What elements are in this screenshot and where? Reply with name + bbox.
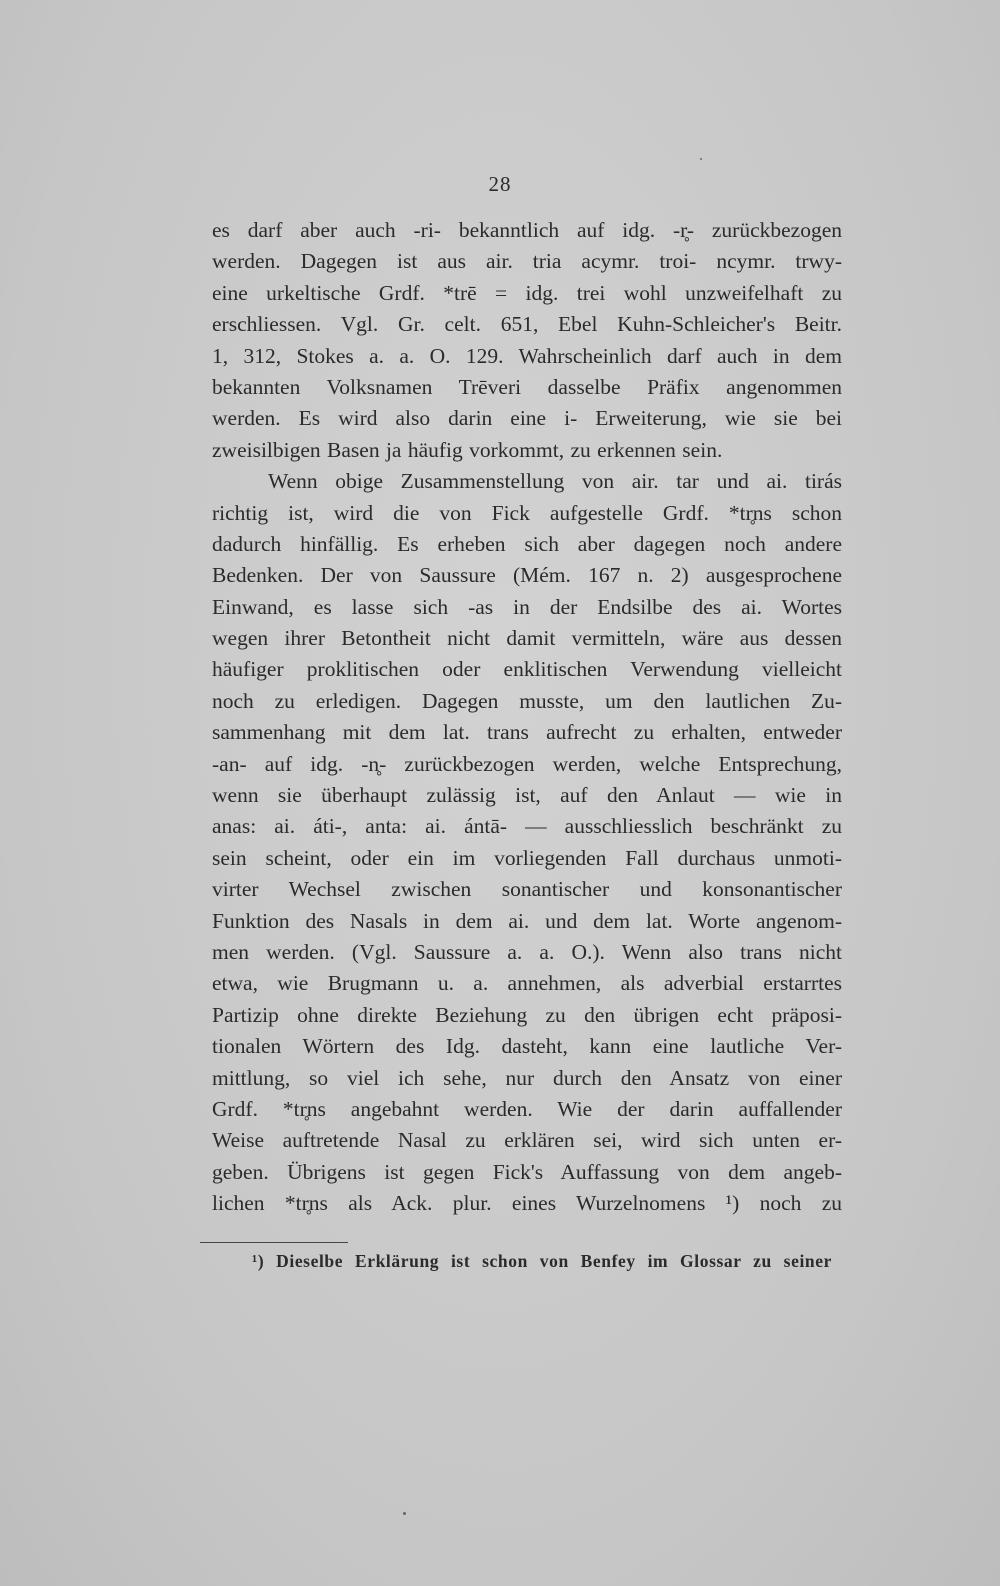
text-line: sammenhang mit dem lat. trans aufrecht zu erhalten, entweder (212, 720, 842, 745)
text-line: sein scheint, oder ein im vorliegenden Fall durchaus unmoti- (212, 845, 842, 870)
text-line: eine urkeltische Grdf. *trē = idg. trei wohl unzweifelhaft zu (212, 280, 842, 305)
text-line: werden. Dagegen ist aus air. tria acymr. troi- ncymr. trwy- (212, 249, 842, 274)
text-line: Weise auftretende Nasal zu erklären sei, wird sich unten er- (212, 1128, 842, 1153)
text-line: Funktion des Nasals in dem ai. und dem lat. Worte angenom- (212, 908, 842, 933)
text-line: mittlung, so viel ich sehe, nur durch den Ansatz von einer (212, 1065, 842, 1090)
text-line: erschliessen. Vgl. Gr. celt. 651, Ebel Kuhn-Schleicher's Beitr. (212, 312, 842, 337)
body-text (212, 215, 842, 1220)
text-line: etwa, wie Brugmann u. a. annehmen, als adverbial erstarrtes (212, 971, 842, 996)
text-line: virter Wechsel zwischen sonantischer und konsonantischer (212, 877, 842, 902)
scan-speck (403, 1512, 406, 1515)
text-line: Einwand, es lasse sich -as in der Endsilbe des ai. Wortes (212, 594, 842, 619)
text-line: Partizip ohne direkte Beziehung zu den übrigen echt präposi- (212, 1002, 842, 1027)
text-line: noch zu erledigen. Dagegen musste, um den lautlichen Zu- (212, 688, 842, 713)
text-line: richtig ist, wird die von Fick aufgestelle Grdf. *tr̥ns schon (212, 500, 842, 525)
text-line: lichen *tr̥ns als Ack. plur. eines Wurzelnomens ¹) noch zu (212, 1191, 842, 1216)
text-line: bekannten Volksnamen Trēveri dasselbe Präfix angenommen (212, 374, 842, 399)
text-line: dadurch hinfällig. Es erheben sich aber dagegen noch andere (212, 531, 842, 556)
text-line: 1, 312, Stokes a. a. O. 129. Wahrscheinlich darf auch in dem (212, 343, 842, 368)
scan-speck (700, 158, 702, 160)
text-line: anas: ai. áti-, anta: ai. ántā- — ausschliesslich beschränkt zu (212, 814, 842, 839)
text-line: Wenn obige Zusammenstellung von air. tar und ai. tirás (268, 469, 842, 494)
text-line: -an- auf idg. -n̥- zurückbezogen werden, welche Entsprechung, (212, 751, 842, 776)
text-line: zweisilbigen Basen ja häufig vorkommt, zu erkennen sein. (212, 437, 723, 462)
text-line: werden. Es wird also darin eine i- Erweiterung, wie sie bei (212, 406, 842, 431)
footnote: ¹) Dieselbe Erklärung ist schon von Benfey im Glossar zu seiner (252, 1251, 832, 1271)
footnote-divider (200, 1242, 348, 1243)
text-line: wenn sie überhaupt zulässig ist, auf den Anlaut — wie in (212, 783, 842, 808)
text-line: wegen ihrer Betontheit nicht damit vermitteln, wäre aus dessen (212, 626, 842, 651)
page-number: 28 (488, 172, 512, 196)
text-line: men werden. (Vgl. Saussure a. a. O.). Wenn also trans nicht (212, 939, 842, 964)
text-line: es darf aber auch -ri- bekanntlich auf idg. -r̥- zurückbezogen (212, 218, 842, 242)
text-line: tionalen Wörtern des Idg. dasteht, kann eine lautliche Ver- (212, 1034, 842, 1059)
text-line: Bedenken. Der von Saussure (Mém. 167 n. 2) ausgesprochene (212, 563, 842, 588)
text-line: Grdf. *tr̥ns angebahnt werden. Wie der darin auffallender (212, 1096, 842, 1121)
text-line: geben. Übrigens ist gegen Fick's Auffassung von dem angeb- (212, 1159, 842, 1184)
text-line: häufiger proklitischen oder enklitischen Verwendung vielleicht (212, 657, 842, 682)
